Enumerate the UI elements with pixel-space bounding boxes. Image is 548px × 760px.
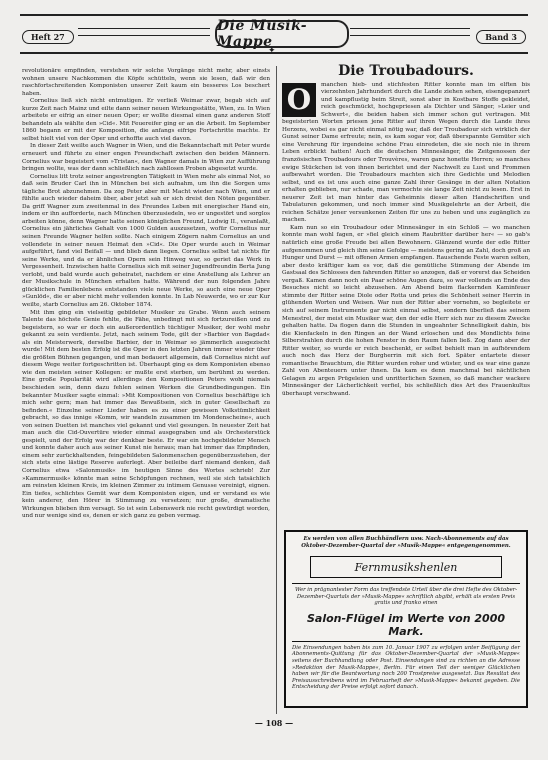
column-divider	[276, 66, 277, 714]
article-body	[282, 82, 530, 399]
left-paragraph: revolutionäre empfinden, verstehen wir solche Vorgänge nicht mehr, aber einsts wohnen unsere Nachkommen die Köpfe schütteln, wenn sie lesen, daß wir den raschfortschreitenden Komponisten unserer Zeit kaum ein besseres Los beschert haben.	[22, 68, 270, 97]
left-column	[22, 68, 270, 521]
advert-signature-line: Fernmusikshenlen	[310, 556, 502, 578]
subscription-advert	[284, 530, 528, 708]
right-paragraph: Kam nun so ein Troubadour oder Minnesänger in ein Schloß — wo manchen konnte man wohl fagen, er »fiel gleich einem Raubritter darüber her« — so gab's natürlich eine große Freude bei allen Bewohnern. Glänzend wurde der edle Ritter aufgenommen und gleich ihm seine Gefolge — meistens gering an Zahl, doch groß an Hunger und Durst — mit offenen Armen empfangen. Rauschende Feste waren selten, aber desto kräftiger kam es vor, daß die gemütliche Stimmung der Abende im Gastsaal des Schlosses den fahrenden Ritter so anzogen, daß er vorerst das Scheiden vergaß. Kamen dann noch ein Paar schöne Augen dazu, so war vollends an Ende des Besuches nicht so leicht abzusehen. Am Abend beim flackernden Kaminfeuer stimmte der Ritter seine Diole oder Rotta und pries die Schönheit seiner Herrin in glühenden Worten und Weisen. War nun der Ritter aber vornehm, so begleitete er sich auf seinem Instrumente gar nicht einmal selbst, sondern überließ das seinem Menestrel, der meist ein Musiker war, den der edle Herr sich nur zu diesem Zwecke gehalten hatte. Da flogen dann die Stunden in ungeahnter Schnelligkeit dahin, bis die Kienfackeln in den Ringen an der Wand erloschen und des Mondlichts feine Silberstrahlen durch die hohen Fenster in den Raum fallen ließ. Zog dann aber der Ritter weiter, so wurde er reich beschenkt, er selbst behielt man in aufhörendem auch noch das Herz der Burgherrin mit sich fort. Später entartete dieser romantische Brauchtum, die Ritter wurden roher und wüster, und es war eine ganze Zahl von Abenteuern unter ihnen. Da kam es denn manchmal bei nächtlichen Gelagen zu argen Prügeleien und unritterlichen Szenen, so daß mancher wackere Minnesänger der Lächerlichkeit verfiel, bis schließlich dies Art des Frauenkultus überhaupt verschwand.	[282, 224, 530, 397]
article-title: Die Troubadours.	[338, 63, 474, 79]
advert-body: Wer in prägnantester Form das treffendste Urteil über die drei Hefte des Oktober-Dezember-Quartals der »Musik-Mappe« schriftlich abgibt, erhält als ersten Preis gratis und franko einen	[294, 587, 518, 607]
header-center-ornament-icon: ✦	[268, 46, 276, 56]
left-paragraph: In dieser Zeit weilte auch Wagner in Wien, und die Bekanntschaft mit Peter wurde erneuert und führte zu einer engen Freundschaft zwischen den beiden Männern. Cornelius war begeistert vom »Tristan«, den Wagner damals in Wien zur Aufführung bringen wollte, was der dann schließlich nach zahllosen Proben abgesetzt wurde.	[22, 143, 270, 173]
advert-divider	[292, 583, 520, 584]
advert-divider	[292, 641, 520, 642]
header-title-box	[215, 20, 349, 48]
header-right-tag: Band 3	[476, 30, 526, 44]
header-title: Die Musik-Mappe	[217, 18, 308, 50]
left-paragraph: Cornelius litt trotz seiner angestrengten Tätigkeit in Wien mehr als einmal Not, so daß sein Bruder Carl ihn in München bei sich aufnahm, um ihn die Sorgen ums tägliche Brot abzunehmen. Da zog Peter aber mit Macht wieder nach Wien, und er fühlte auch wieder daheim über, aber jetzt sah er sich dreist den Nöten gegenüber. Da griff Wagner zum zweitenmal in des Freundes Leben mit energischer Hand ein, indem er ihn aufforderte, nach München überzusiedeln, wo er ungestört und sorglos arbeiten könne, denn Wagner hatte seinen königlichen Freund, Ludwig II., veranlaßt, Cornelius ein jährliches Gehalt von 1000 Gulden auszusetzen, wofür Cornelius nur seinen Freunde Wagner helfen sollte. Nach einigem Zögern nahm Cornelius an und vollendete in seiner neuen Heimat den »Cid«. Die Oper wurde auch in Weimar aufgeführt, fand viel Beifall — und blieb dann liegen. Cornelius selbst tat nichts für seine Werke, und da er ähnlichen Opern sein Hinweg war, so geriet das Werk in Vergessenheit. Inzwischen hatte Cornelius sich mit seiner Jugendfreundin Berta Jung verlobt, und bald wurde auch geheiratet, nachdem er eine Anstellung als Lehrer an der Musikschule in München erhalten hatte. Während der nun folgenden Jahre glücklichen Familienlebens entstanden viele neue Werke, so auch eine neue Oper »Gunlöd«, die er aber nicht mehr vollenden konnte. In Lab Neuwerde, wo er zur Kur weilte, starb Cornelius am 26. Oktober 1874.	[22, 173, 270, 308]
advert-conditions: Die Einsendungen haben bis zum 10. Januar 1907 zu erfolgen unter Beifügung der Abonnements-Quittung für das Oktober-Dezember-Quartal der »Musik-Mappe« seitens der Buchhandlung oder Post. Einsendungen sind zu richten an die Adresse »Redaktion der Musik-Mappe«, Berlin. Für einen Teil der weniger Glücklichen haben wir für die Beantwortung noch 200 Trostpreise ausgesetzt. Das Resultat des Preisausschreibens wird im Februarheft der »Musik-Mappe« bekannt gegeben. Die Entscheidung der Preise erfolgt sofort danach.	[292, 644, 520, 691]
left-paragraph: Mit ihm ging ein vielseitig gebildeter Musiker zu Grabe. Wenn auch seinem Talente das höchste Genie fehlte, die Fähe, unbedingt mit sich fortzureißen und zu begeistern, so war er doch ein außerordentlich tüchtiger Musiker, der wohl mehr gekannt zu sein verdiente. Jetzt, nach seinem Tode, gilt der »Barbier von Bagdad« als ein Meisterwerk, derselbe Barbier, der in Weimar so jämmerlich ausgezischt wurde! Mit dem besten Erfolg ist die Oper in den letzten Jahren immer wieder über die größten Bühnen gegangen, und man bedauert allgemein, daß Cornelius nicht auf diesem Wege weiter fortgeschritten ist. Überhaupt ging es dem Komponisten ebenso wie den meisten seiner Kollegen: er mußte erst sterben, um berühmt zu werden. Eine große Popularität wird allerdings den Kompositionen Peters wohl niemals beschieden sein, denn dazu fehlen seinen Werken die Grundbedingungen. Ein bekannter Musiker sagte einmal: »Mit Kompositionen von Cornelius beschäftige ich mich sehr gern; man hat immer das Bewußtsein, sich in guter Gesellschaft zu befinden.« Einzelne seiner Lieder haben es zu einer gewissen Volkstümlichkeit gebracht, so das innige »Komm, wir wandeln zusammen im Mondenscheine«, auch von seinen Duetten ist manches viel gekannt und viel gesungen. In neuester Zeit hat man auch die Cid-Ouvertüre wieder einmal ausgegraben und als Orchesterstück gespielt, und der Erfolg war der denkbar beste. Er war ein hochgebildeter Mensch und konnte daher auch aus seiner Kunst nie heraus; man hat immer das Empfinden, einem sehr zurückhaltenden, feingebildeten Salonmenschen gegenüberzustehen, der sich stets eine lästige Reserve auferlegt. Aber beileibe darf niemand denken, daß Cornelius etwa »Salonmusik« im heutigen Sinne des Wortes schrieb! Zur »Kammermusik« könnte man seine Schöpfungen rechnen, weil sie sich tatsächlich am reinsten kleinen Kreis, im kleinen Zimmer zu intimem Genusse vereinigt, eignen. Ein tiefes, schlichtes Gemüt war dem Komponisten eigen, und er verstand es wie kein anderer, den Hörer in Stimmung zu versetzen; nur große, dramatische Wirkungen blieben ihm versagt. So ist sein Lebenswerk nie recht gewürdigt worden, und nur wenige sind es, denen er sich ganz zu geben vermag.	[22, 309, 270, 520]
header-left-tag: Heft 27	[22, 30, 74, 44]
header-left-ornament	[78, 28, 210, 36]
right-paragraph: manchen hieb- und stichfesten Ritter konnte man im elften bis vierzehnten Jahrhundert durch die Lande ziehen sehen, eisengepanzert und kampflustig beim Streit, sonst aber in Kostbare Stoffe gekleidet, reich geschmückt, hochgepriesen als Dichter und Sänger, »Leier und Schwert«, die beiden haben sich immer schon gut vertragen. Mit begeisterten Worten priesen jene Ritter auf ihren Wegen durch die Lande ihres Herzens, wobei es gar nicht einmal nötig war, daß der Troubadour sich wirklich der Gunst seiner Dame erfreute; nein, es kam sogar vor, daß überspannte Gemüter sich eine Verehrung für irgendeine schöne Frau einredeten, die sie noch nie in ihrem Leben erblickt hatten! Auch die deutschen Minnesänger, die Zeitgenossen der französischen Troubadours oder Trouvères, waren ganz honette Herren; so manches ewige Stückchen ist von ihnen berichtet und der Nachwelt zu Lust und Frommen aufbewahrt worden. Die Troubadours machten sich ihre Gedichte und Melodien selbst, und es ist uns auch eine ganze Zahl ihrer Gesänge in der alten Notation erhalten geblieben, nur schade, man vermochte sie lange Zeit nicht zu lesen. Erst in neuerer Zeit ist man hinter das Geheimnis dieser alten Handschriften und Tabulaturen gekommen, und noch immer sind Musikgelehrte an der Arbeit, die reichen Schätze jener versunkenen Zeiten für uns zu heben und uns zugänglich zu machen.	[282, 81, 530, 224]
header-top-rule	[20, 14, 528, 16]
dropcap-letter: O	[282, 83, 316, 117]
header-right-ornament	[350, 28, 470, 36]
left-paragraph: Cornelius ließ sich nicht entmutigen. Er verließ Weimar zwar, begab sich auf kurze Zeit nach Mainz und eilte dann seiner neuen Wirkungsstätte, Wien, zu. In Wien arbeitete er eifrig an einer neuen Oper; er wollte diesmal einen ganz anderen Stoff behandeln als wählte den »Cid«. Mit Feuereifer ging er an die Arbeit. Im September 1860 begann er mit der Komposition, die anfangs eifrige Fortschritte machte. Er selbst hielt viel von der Oper und erhoffte auch viel davon.	[22, 98, 270, 142]
page-number: — 108 —	[254, 718, 294, 728]
advert-heading: Es werden von allen Buchhändlern usw. Nach-Abonnements auf das Oktober-Dezember-Quartal der »Musik-Mappe« entgegengenommen.	[301, 536, 511, 549]
advert-prize-title: Salon-Flügel im Werte von 2000 Mark.	[306, 611, 506, 638]
right-column	[282, 63, 530, 399]
page-header	[20, 12, 528, 62]
